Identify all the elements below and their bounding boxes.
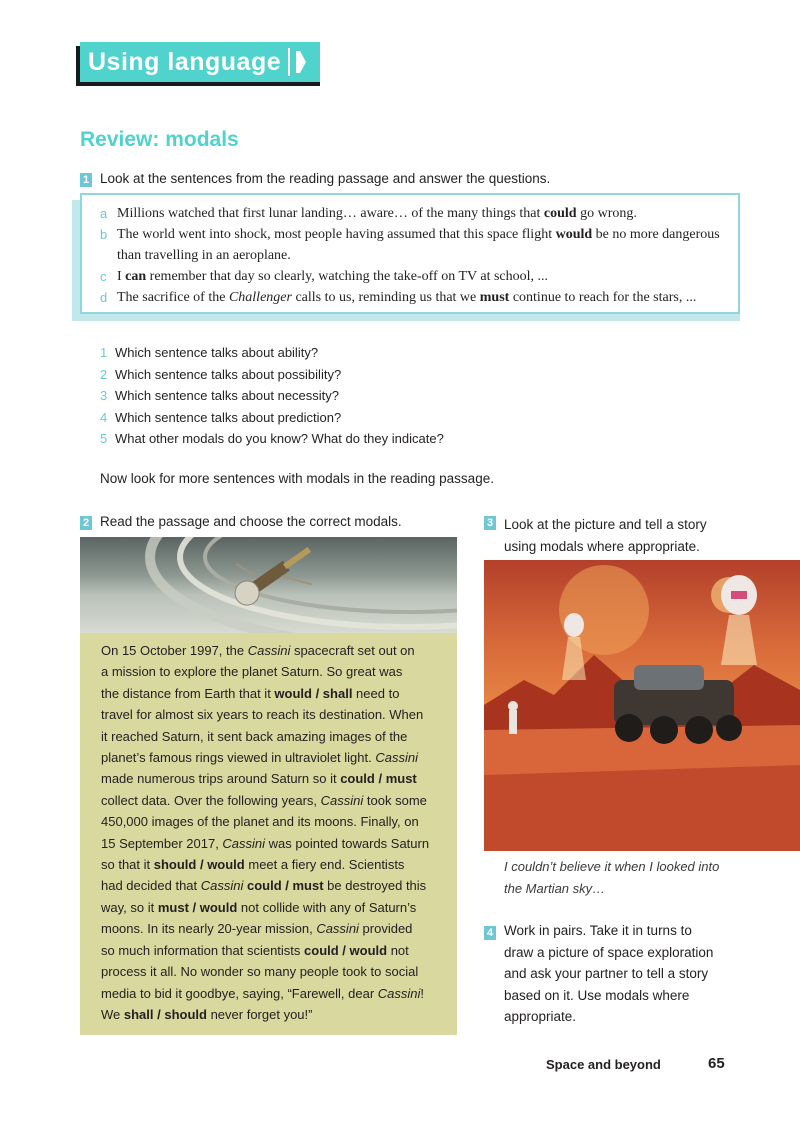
mars-scene [484,560,800,851]
modal-word: could [543,206,577,221]
exercise-3-badge: 3 [484,516,496,530]
modal-word: can [125,269,147,284]
cassini-passage: On 15 October 1997, the Cassini spacecraft set out on a mission to explore the planet Saturn. So great was the distance from Earth that it would / shall need to travel for almost six years to reach its destination. When it reached Saturn, it sent back amazing images of the planet’s famous rings viewed in ultraviolet light. Cassini made numerous trips around Saturn so it could / must collect data. Over the following years, Cassini took some 450,000 images of the planet and its moons. Finally, on 15 September 2017, Cassini was pointed towards Saturn so that it should / would meet a fiery end. Scientists had decided that Cassini could / must be destroyed this way, so it must / would not collide with any of Saturn’s moons. In its nearly 20-year mission, Cassini provided so much information that scientists could / would not process it all. No wonder so many people took to social media to bid it goodbye, saying, “Farewell, dear Cassini! We shall / should never forget you!” [80,633,457,1035]
exercise-2-badge: 2 [80,516,92,530]
question-list [100,342,444,450]
banner-divider [288,48,290,76]
followup-instruction: Now look for more sentences with modals in the reading passage. [100,471,494,486]
question-item: 4 Which sentence talks about prediction? [100,409,342,425]
sentence-letter: d [100,290,108,305]
sentence-letter: b [100,227,108,242]
cassini-illustration [80,537,457,633]
question-item: 2 Which sentence talks about possibility? [100,366,342,382]
modal-word: must [479,290,510,305]
sentence-text: The sacrifice of the Challenger calls to us, reminding us that we must continue to reach for the stars, ... [117,290,697,305]
exercise-4-badge: 4 [484,926,496,940]
question-item: 3 Which sentence talks about necessity? [100,388,340,403]
sentence-letter: c [100,269,107,284]
banner-arrow-icon [296,51,306,73]
cassini-photo [80,537,457,633]
section-title: Review: modals [80,128,239,151]
sentence-a [100,203,728,224]
modal-word: would [555,227,593,242]
exercise-4-instruction: Work in pairs. Take it in turns to draw a picture of space exploration and ask your partner to tell a story based on it. Use modals where appropriate. [504,923,714,1025]
exercise-3-instruction: Look at the picture and tell a story using modals where appropriate. [504,517,707,554]
exercise-1-badge: 1 [80,173,92,187]
unit-title: Space and beyond [546,1057,661,1072]
sentence-c [100,266,728,287]
sentence-text: I can remember that day so clearly, watching the take-off on TV at school, ... [117,269,549,284]
mars-illustration [484,560,800,851]
question-item: 5 What other modals do you know? What do they indicate? [100,431,444,446]
sentence-text: The world went into shock, most people having assumed that this space flight would be no more dangerous than travelling in an aeroplane. [117,227,720,263]
exercise-1-instruction: Look at the sentences from the reading passage and answer the questions. [100,171,551,186]
section-banner [80,42,320,82]
page-number: 65 [708,1055,725,1072]
sentence-box [80,193,740,314]
mars-caption: I couldn’t believe it when I looked into the Martian sky… [504,859,720,896]
sentence-text: Millions watched that first lunar landing… aware… of the many things that could go wrong. [117,206,637,221]
sentence-letter: a [100,206,108,221]
sentence-b [100,224,728,266]
sentence-d [100,287,728,308]
exercise-2-instruction: Read the passage and choose the correct modals. [100,514,402,529]
question-item: 1 Which sentence talks about ability? [100,345,319,360]
banner-title: Using language [88,48,282,76]
